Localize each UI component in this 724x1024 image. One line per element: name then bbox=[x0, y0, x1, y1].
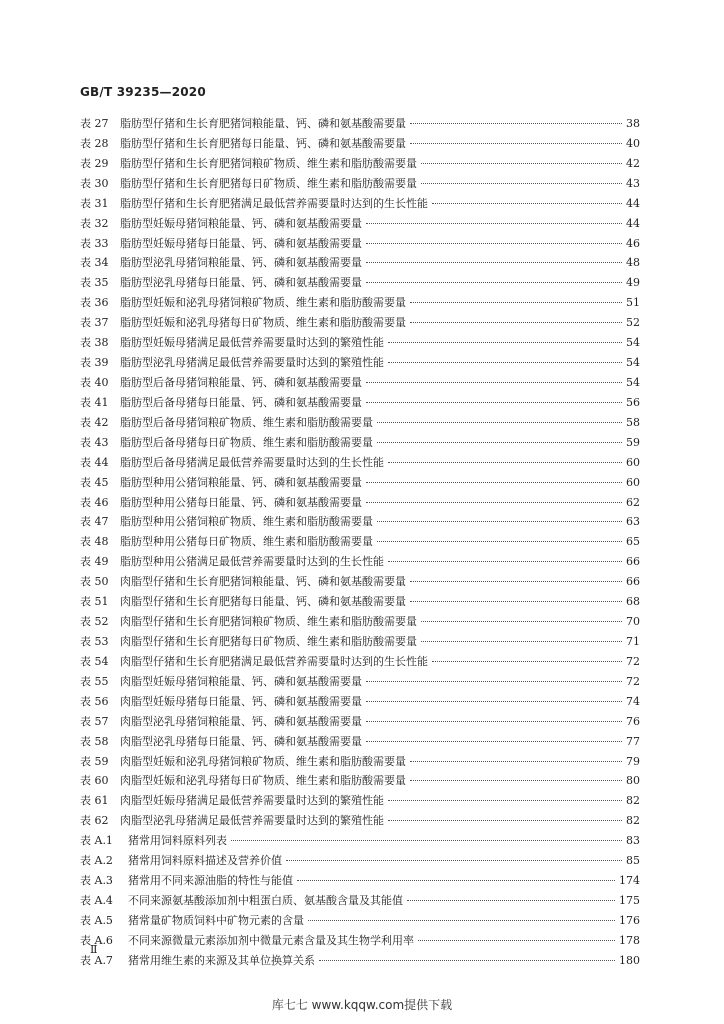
dot-leader bbox=[366, 502, 622, 503]
toc-entry-number: 表 57 bbox=[80, 714, 109, 728]
toc-entry-title: 脂肪型泌乳母猪满足最低营养需要量时达到的繁殖性能 bbox=[120, 356, 384, 370]
toc-entry-page: 59 bbox=[626, 435, 640, 449]
toc-entry[interactable] bbox=[80, 433, 640, 453]
toc-entry-title: 肉脂型妊娠母猪满足最低营养需要量时达到的繁殖性能 bbox=[120, 794, 384, 808]
toc-entry[interactable] bbox=[80, 114, 640, 134]
toc-entry-number: 表 27 bbox=[80, 117, 109, 130]
toc-entry-page: 43 bbox=[626, 176, 640, 190]
dot-leader bbox=[421, 183, 622, 184]
toc-entry-page: 180 bbox=[619, 953, 640, 967]
toc-entry[interactable] bbox=[80, 951, 640, 971]
toc-entry-page: 54 bbox=[626, 336, 640, 350]
toc-entry-page: 72 bbox=[626, 674, 640, 688]
dot-leader bbox=[366, 741, 622, 742]
dot-leader bbox=[410, 780, 622, 781]
toc-entry-number: 表 50 bbox=[80, 575, 109, 589]
toc-entry-title: 脂肪型妊娠母猪饲粮能量、钙、磷和氨基酸需要量 bbox=[120, 216, 362, 230]
dot-leader bbox=[231, 840, 622, 841]
toc-entry[interactable] bbox=[80, 234, 640, 254]
toc-entry-page: 38 bbox=[626, 117, 640, 130]
toc-entry-page: 178 bbox=[619, 933, 640, 947]
toc-entry[interactable] bbox=[80, 453, 640, 473]
dot-leader bbox=[366, 243, 622, 244]
toc-entry-number: 表 53 bbox=[80, 634, 109, 648]
dot-leader bbox=[366, 402, 622, 403]
toc-entry-number: 表 37 bbox=[80, 316, 109, 330]
toc-entry-number: 表 46 bbox=[80, 495, 109, 509]
toc-entry-title: 肉脂型泌乳母猪饲粮能量、钙、磷和氨基酸需要量 bbox=[120, 714, 362, 728]
toc-entry[interactable] bbox=[80, 552, 640, 572]
toc-entry-number: 表 38 bbox=[80, 336, 109, 350]
toc-entry-number: 表 35 bbox=[80, 276, 109, 290]
toc-entry[interactable] bbox=[80, 851, 640, 871]
toc-entry-page: 54 bbox=[626, 375, 640, 389]
toc-entry-page: 66 bbox=[626, 555, 640, 569]
dot-leader bbox=[377, 541, 622, 542]
toc-entry-page: 68 bbox=[626, 595, 640, 609]
toc-entry[interactable] bbox=[80, 732, 640, 752]
toc-entry-number: 表 56 bbox=[80, 694, 109, 708]
toc-entry-number: 表 29 bbox=[80, 156, 109, 170]
toc-entry-number: 表 33 bbox=[80, 236, 109, 250]
dot-leader bbox=[421, 621, 622, 622]
toc-entry-number: 表 43 bbox=[80, 435, 109, 449]
toc-entry-page: 71 bbox=[626, 634, 640, 648]
toc-entry-page: 60 bbox=[626, 455, 640, 469]
toc-entry-page: 82 bbox=[626, 814, 640, 828]
toc-entry-page: 74 bbox=[626, 694, 640, 708]
toc-entry-page: 42 bbox=[626, 156, 640, 170]
toc-entry[interactable] bbox=[80, 512, 640, 532]
toc-entry-page: 175 bbox=[619, 893, 640, 907]
toc-entry-number: 表 A.1 bbox=[80, 834, 113, 848]
toc-entry-title: 脂肪型后备母猪每日能量、钙、磷和氨基酸需要量 bbox=[120, 395, 362, 409]
toc-entry-title: 脂肪型泌乳母猪每日能量、钙、磷和氨基酸需要量 bbox=[120, 276, 362, 290]
toc-entry[interactable] bbox=[80, 632, 640, 652]
toc-entry-page: 52 bbox=[626, 316, 640, 330]
standard-code: GB/T 39235—2020 bbox=[80, 85, 206, 99]
toc-entry-title: 肉脂型仔猪和生长育肥猪每日能量、钙、磷和氨基酸需要量 bbox=[120, 595, 406, 609]
toc-entry-page: 85 bbox=[626, 854, 640, 868]
toc-entry-number: 表 47 bbox=[80, 515, 109, 529]
toc-entry-title: 肉脂型仔猪和生长育肥猪满足最低营养需要量时达到的生长性能 bbox=[120, 654, 428, 668]
toc-entry-title: 脂肪型仔猪和生长育肥猪饲粮矿物质、维生素和脂肪酸需要量 bbox=[120, 156, 417, 170]
toc-entry-title: 不同来源氨基酸添加剂中粗蛋白质、氨基酸含量及其能值 bbox=[128, 893, 403, 907]
toc-entry-number: 表 60 bbox=[80, 774, 109, 788]
toc-entry-title: 脂肪型种用公猪每日能量、钙、磷和氨基酸需要量 bbox=[120, 495, 362, 509]
dot-leader bbox=[286, 860, 622, 861]
toc-entry-page: 65 bbox=[626, 535, 640, 549]
toc-entry-page: 58 bbox=[626, 415, 640, 429]
toc-entry[interactable] bbox=[80, 154, 640, 174]
toc-entry-title: 猪常量矿物质饲料中矿物元素的含量 bbox=[128, 913, 304, 927]
toc-entry-page: 63 bbox=[626, 515, 640, 529]
toc-entry-number: 表 31 bbox=[80, 196, 109, 210]
dot-leader bbox=[366, 701, 622, 702]
toc-entry[interactable] bbox=[80, 871, 640, 891]
toc-entry-title: 肉脂型妊娠和泌乳母猪饲粮矿物质、维生素和脂肪酸需要量 bbox=[120, 754, 406, 768]
dot-leader bbox=[410, 581, 622, 582]
toc-entry[interactable] bbox=[80, 931, 640, 951]
toc-entry-page: 83 bbox=[626, 834, 640, 848]
dot-leader bbox=[410, 143, 622, 144]
dot-leader bbox=[410, 302, 622, 303]
toc-entry-page: 44 bbox=[626, 196, 640, 210]
toc-entry-title: 猪常用维生素的来源及其单位换算关系 bbox=[128, 953, 315, 967]
toc-entry-number: 表 A.4 bbox=[80, 893, 113, 907]
toc-entry-number: 表 54 bbox=[80, 654, 109, 668]
toc-entry-page: 66 bbox=[626, 575, 640, 589]
dot-leader bbox=[418, 940, 615, 941]
page-folio: Ⅱ bbox=[90, 943, 98, 956]
toc-entry-title: 肉脂型仔猪和生长育肥猪饲粮矿物质、维生素和脂肪酸需要量 bbox=[120, 615, 417, 629]
dot-leader bbox=[421, 163, 622, 164]
toc-entry[interactable] bbox=[80, 572, 640, 592]
toc-entry-number: 表 28 bbox=[80, 136, 109, 150]
toc-entry-page: 70 bbox=[626, 615, 640, 629]
dot-leader bbox=[407, 900, 615, 901]
dot-leader bbox=[410, 761, 622, 762]
toc-entry-number: 表 49 bbox=[80, 555, 109, 569]
toc-entry[interactable] bbox=[80, 194, 640, 214]
download-watermark[interactable]: 库七七 www.kqqw.com提供下载 bbox=[271, 998, 453, 1012]
dot-leader bbox=[388, 800, 622, 801]
toc-entry-page: 49 bbox=[626, 276, 640, 290]
toc-entry[interactable] bbox=[80, 293, 640, 313]
toc-entry[interactable] bbox=[80, 353, 640, 373]
toc-entry-page: 48 bbox=[626, 256, 640, 270]
toc-entry[interactable] bbox=[80, 333, 640, 353]
dot-leader bbox=[432, 203, 622, 204]
toc-entry[interactable] bbox=[80, 592, 640, 612]
toc-entry-number: 表 A.5 bbox=[80, 913, 113, 927]
toc-entry[interactable] bbox=[80, 253, 640, 273]
toc-entry-title: 猪常用饲料原料列表 bbox=[128, 834, 227, 848]
toc-entry[interactable] bbox=[80, 791, 640, 811]
toc-entry-number: 表 A.7 bbox=[80, 953, 113, 967]
toc-entry[interactable] bbox=[80, 214, 640, 234]
toc-entry[interactable] bbox=[80, 831, 640, 851]
dot-leader bbox=[366, 223, 622, 224]
dot-leader bbox=[388, 462, 622, 463]
dot-leader bbox=[366, 482, 622, 483]
toc-entry-page: 79 bbox=[626, 754, 640, 768]
toc-entry-title: 肉脂型妊娠母猪饲粮能量、钙、磷和氨基酸需要量 bbox=[120, 674, 362, 688]
toc-entry-number: 表 41 bbox=[80, 395, 109, 409]
dot-leader bbox=[377, 442, 622, 443]
toc-entry[interactable] bbox=[80, 134, 640, 154]
dot-leader bbox=[388, 561, 622, 562]
dot-leader bbox=[421, 641, 622, 642]
dot-leader bbox=[366, 382, 622, 383]
toc-entry[interactable] bbox=[80, 532, 640, 552]
toc-entry-page: 60 bbox=[626, 475, 640, 489]
toc-entry-number: 表 45 bbox=[80, 475, 109, 489]
toc-entry-number: 表 A.6 bbox=[80, 933, 113, 947]
toc-entry-page: 51 bbox=[626, 296, 640, 310]
toc-entry-title: 脂肪型仔猪和生长育肥猪每日能量、钙、磷和氨基酸需要量 bbox=[120, 136, 406, 150]
toc-entry-page: 62 bbox=[626, 495, 640, 509]
toc-entry-page: 46 bbox=[626, 236, 640, 250]
toc-entry-number: 表 A.3 bbox=[80, 874, 113, 888]
toc-entry-title: 脂肪型妊娠和泌乳母猪每日矿物质、维生素和脂肪酸需要量 bbox=[120, 316, 406, 330]
toc-entry[interactable] bbox=[80, 612, 640, 632]
toc-entry[interactable] bbox=[80, 911, 640, 931]
toc-entry-number: 表 32 bbox=[80, 216, 109, 230]
toc-entry-number: 表 39 bbox=[80, 356, 109, 370]
dot-leader bbox=[410, 123, 622, 124]
toc-entry-title: 猪常用不同来源油脂的特性与能值 bbox=[128, 874, 293, 888]
toc-entry-number: 表 34 bbox=[80, 256, 109, 270]
toc-entry-number: 表 42 bbox=[80, 415, 109, 429]
toc-entry-number: 表 59 bbox=[80, 754, 109, 768]
dot-leader bbox=[297, 880, 615, 881]
toc-entry-title: 肉脂型妊娠和泌乳母猪每日矿物质、维生素和脂肪酸需要量 bbox=[120, 774, 406, 788]
dot-leader bbox=[319, 960, 615, 961]
dot-leader bbox=[366, 721, 622, 722]
toc-entry[interactable] bbox=[80, 652, 640, 672]
toc-entry-title: 脂肪型种用公猪饲粮矿物质、维生素和脂肪酸需要量 bbox=[120, 515, 373, 529]
dot-leader bbox=[388, 820, 622, 821]
toc-entry-title: 脂肪型种用公猪每日矿物质、维生素和脂肪酸需要量 bbox=[120, 535, 373, 549]
toc-entry-title: 脂肪型仔猪和生长育肥猪满足最低营养需要量时达到的生长性能 bbox=[120, 196, 428, 210]
toc-entry-title: 肉脂型仔猪和生长育肥猪饲粮能量、钙、磷和氨基酸需要量 bbox=[120, 575, 406, 589]
dot-leader bbox=[410, 601, 622, 602]
toc-entry-title: 脂肪型仔猪和生长育肥猪饲粮能量、钙、磷和氨基酸需要量 bbox=[120, 117, 406, 130]
dot-leader bbox=[366, 282, 622, 283]
toc-entry-title: 脂肪型妊娠母猪满足最低营养需要量时达到的繁殖性能 bbox=[120, 336, 384, 350]
dot-leader bbox=[388, 342, 622, 343]
toc-entry-title: 脂肪型后备母猪饲粮矿物质、维生素和脂肪酸需要量 bbox=[120, 415, 373, 429]
toc-entry-title: 脂肪型后备母猪满足最低营养需要量时达到的生长性能 bbox=[120, 455, 384, 469]
toc-entry[interactable] bbox=[80, 473, 640, 493]
dot-leader bbox=[377, 422, 622, 423]
toc-entry[interactable] bbox=[80, 712, 640, 732]
toc-entry-title: 脂肪型后备母猪饲粮能量、钙、磷和氨基酸需要量 bbox=[120, 375, 362, 389]
toc-entry-number: 表 40 bbox=[80, 375, 109, 389]
toc-entry-title: 脂肪型后备母猪每日矿物质、维生素和脂肪酸需要量 bbox=[120, 435, 373, 449]
toc-entry-number: 表 30 bbox=[80, 176, 109, 190]
toc-entry[interactable] bbox=[80, 273, 640, 293]
toc-entry[interactable] bbox=[80, 771, 640, 791]
dot-leader bbox=[410, 322, 622, 323]
dot-leader bbox=[377, 521, 622, 522]
toc-entry-title: 肉脂型妊娠母猪每日能量、钙、磷和氨基酸需要量 bbox=[120, 694, 362, 708]
toc-entry-page: 176 bbox=[619, 913, 640, 927]
toc-entry-page: 44 bbox=[626, 216, 640, 230]
toc-entry-number: 表 55 bbox=[80, 674, 109, 688]
toc-entry-page: 82 bbox=[626, 794, 640, 808]
dot-leader bbox=[366, 681, 622, 682]
toc-entry-page: 174 bbox=[619, 874, 640, 888]
toc-entry-number: 表 36 bbox=[80, 296, 109, 310]
toc-entry[interactable] bbox=[80, 313, 640, 333]
toc-entry-title: 猪常用饲料原料描述及营养价值 bbox=[128, 854, 282, 868]
toc-entry-number: 表 58 bbox=[80, 734, 109, 748]
toc-entry-title: 脂肪型泌乳母猪饲粮能量、钙、磷和氨基酸需要量 bbox=[120, 256, 362, 270]
toc-entry[interactable] bbox=[80, 393, 640, 413]
dot-leader bbox=[388, 362, 622, 363]
toc-entry-title: 脂肪型妊娠母猪每日能量、钙、磷和氨基酸需要量 bbox=[120, 236, 362, 250]
toc-entry-page: 54 bbox=[626, 356, 640, 370]
table-of-contents bbox=[80, 114, 640, 971]
toc-entry-title: 肉脂型泌乳母猪满足最低营养需要量时达到的繁殖性能 bbox=[120, 814, 384, 828]
toc-entry-number: 表 48 bbox=[80, 535, 109, 549]
toc-entry-number: 表 62 bbox=[80, 814, 109, 828]
toc-entry-number: 表 51 bbox=[80, 595, 109, 609]
toc-entry-page: 56 bbox=[626, 395, 640, 409]
toc-entry-title: 不同来源微量元素添加剂中微量元素含量及其生物学利用率 bbox=[128, 933, 414, 947]
toc-entry[interactable] bbox=[80, 692, 640, 712]
toc-entry-number: 表 A.2 bbox=[80, 854, 113, 868]
toc-entry[interactable] bbox=[80, 811, 640, 831]
toc-entry-number: 表 61 bbox=[80, 794, 109, 808]
toc-entry[interactable] bbox=[80, 413, 640, 433]
toc-entry-page: 80 bbox=[626, 774, 640, 788]
toc-entry[interactable] bbox=[80, 891, 640, 911]
toc-entry[interactable] bbox=[80, 672, 640, 692]
toc-entry-title: 脂肪型种用公猪饲粮能量、钙、磷和氨基酸需要量 bbox=[120, 475, 362, 489]
toc-entry-page: 72 bbox=[626, 654, 640, 668]
toc-entry-number: 表 44 bbox=[80, 455, 109, 469]
toc-entry-title: 脂肪型种用公猪满足最低营养需要量时达到的生长性能 bbox=[120, 555, 384, 569]
dot-leader bbox=[432, 661, 622, 662]
dot-leader bbox=[366, 262, 622, 263]
toc-entry-title: 脂肪型仔猪和生长育肥猪每日矿物质、维生素和脂肪酸需要量 bbox=[120, 176, 417, 190]
toc-entry-title: 脂肪型妊娠和泌乳母猪饲粮矿物质、维生素和脂肪酸需要量 bbox=[120, 296, 406, 310]
toc-entry-number: 表 52 bbox=[80, 615, 109, 629]
toc-entry-page: 40 bbox=[626, 136, 640, 150]
toc-entry[interactable] bbox=[80, 373, 640, 393]
toc-entry[interactable] bbox=[80, 493, 640, 513]
toc-entry[interactable] bbox=[80, 752, 640, 772]
toc-entry-title: 肉脂型仔猪和生长育肥猪每日矿物质、维生素和脂肪酸需要量 bbox=[120, 634, 417, 648]
toc-entry-page: 77 bbox=[626, 734, 640, 748]
toc-entry[interactable] bbox=[80, 174, 640, 194]
dot-leader bbox=[308, 920, 615, 921]
toc-entry-page: 76 bbox=[626, 714, 640, 728]
toc-entry-title: 肉脂型泌乳母猪每日能量、钙、磷和氨基酸需要量 bbox=[120, 734, 362, 748]
